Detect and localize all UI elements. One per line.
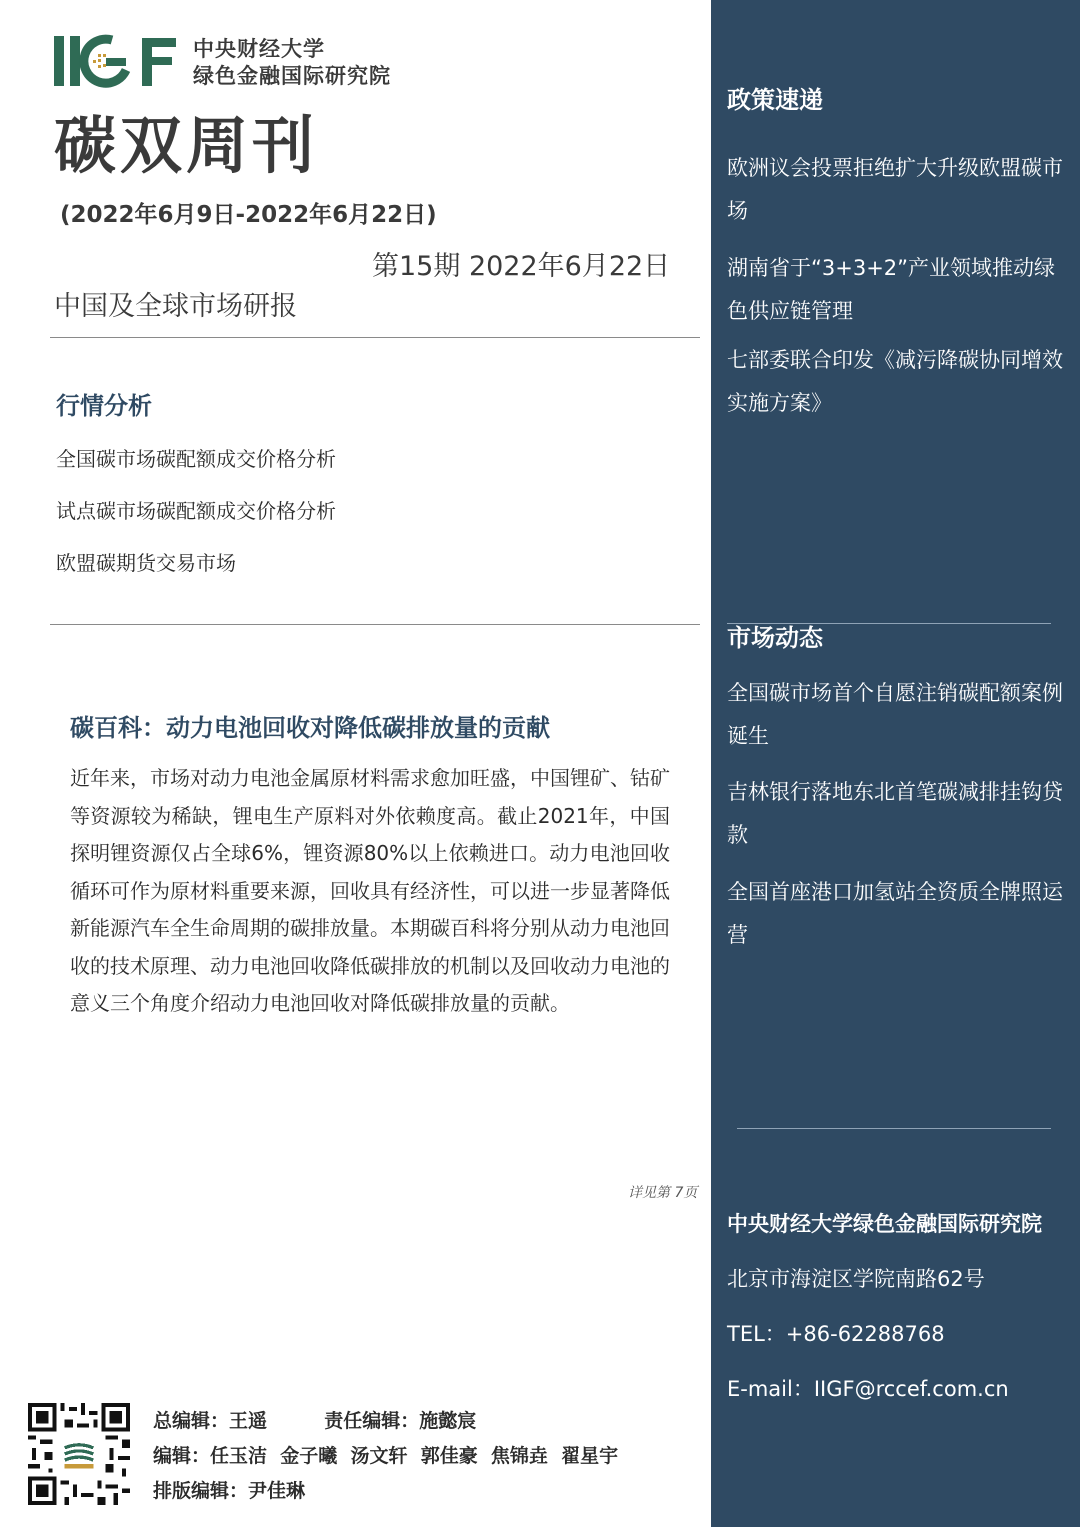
credits-editors-row	[153, 1406, 476, 1433]
market-news-item[interactable]: 全国碳市场首个自愿注销碳配额案例诞生	[727, 681, 1063, 748]
market-news-item[interactable]: 全国首座港口加氢站全资质全牌照运营	[727, 880, 1063, 947]
sidebar-divider	[737, 1128, 1051, 1129]
chief-editor: 总编辑：王遥	[153, 1410, 268, 1432]
responsible-editor: 责任编辑：施懿宸	[324, 1410, 477, 1432]
page-title: 碳双周刊	[54, 109, 319, 182]
logo-line1: 中央财经大学	[193, 37, 325, 61]
divider	[50, 337, 700, 338]
market-news-heading: 市场动态	[727, 624, 823, 652]
qr-code-icon[interactable]	[28, 1403, 130, 1505]
contact-email[interactable]: E-mail：IIGF@rccef.com.cn	[727, 1377, 1009, 1401]
contact-address: 北京市海淀区学院南路62号	[727, 1267, 985, 1291]
policy-item[interactable]: 七部委联合印发《减污降碳协同增效实施方案》	[727, 348, 1063, 415]
policy-item[interactable]: 湖南省于“3+3+2”产业领域推动绿色供应链管理	[727, 256, 1056, 323]
analysis-item-national[interactable]: 全国碳市场碳配额成交价格分析	[56, 447, 336, 471]
analysis-item-pilot[interactable]: 试点碳市场碳配额成交价格分析	[56, 499, 336, 523]
contact-org: 中央财经大学绿色金融国际研究院	[727, 1212, 1042, 1236]
page-subtitle: 中国及全球市场研报	[54, 291, 297, 322]
policy-heading: 政策速递	[727, 86, 823, 114]
contact-tel: TEL：+86-62288768	[727, 1322, 945, 1346]
policy-item[interactable]: 欧洲议会投票拒绝扩大升级欧盟碳市场	[727, 156, 1063, 223]
encyclopedia-title: 碳百科：动力电池回收对降低碳排放量的贡献	[70, 714, 550, 742]
see-more-link[interactable]: 详见第 7页	[628, 1185, 698, 1201]
divider	[50, 624, 700, 625]
date-range: (2022年6月9日-2022年6月22日)	[60, 202, 437, 228]
logo-line2: 绿色金融国际研究院	[193, 64, 391, 88]
iigf-logo-icon	[54, 34, 178, 88]
market-analysis-heading: 行情分析	[56, 392, 152, 420]
layout-editor: 排版编辑：尹佳琳	[153, 1480, 306, 1502]
issue-number: 第15期 2022年6月22日	[372, 251, 671, 282]
market-news-item[interactable]: 吉林银行落地东北首笔碳减排挂钩贷款	[727, 780, 1063, 847]
encyclopedia-body: 近年来，市场对动力电池金属原材料需求愈加旺盛，中国锂矿、钴矿等资源较为稀缺，锂电生产原料对外依赖度高。截止2021年，中国探明锂资源仅占全球6%，锂资源80%以上依赖进口。动力电池回收循环可作为原材料重要来源，回收具有经济性，可以进一步显著降低新能源汽车全生命周期的碳排放量。本期碳百科将分别从动力电池回收的技术原理、动力电池回收降低碳排放的机制以及回收动力电池的意义三个角度介绍动力电池回收对降低碳排放量的贡献。	[70, 766, 670, 1015]
analysis-item-eu[interactable]: 欧盟碳期货交易市场	[56, 551, 236, 575]
editors: 编辑：任玉洁 金子曦 汤文轩 郭佳豪 焦锦垚 翟星宇	[153, 1445, 619, 1467]
logo-text	[193, 36, 391, 90]
